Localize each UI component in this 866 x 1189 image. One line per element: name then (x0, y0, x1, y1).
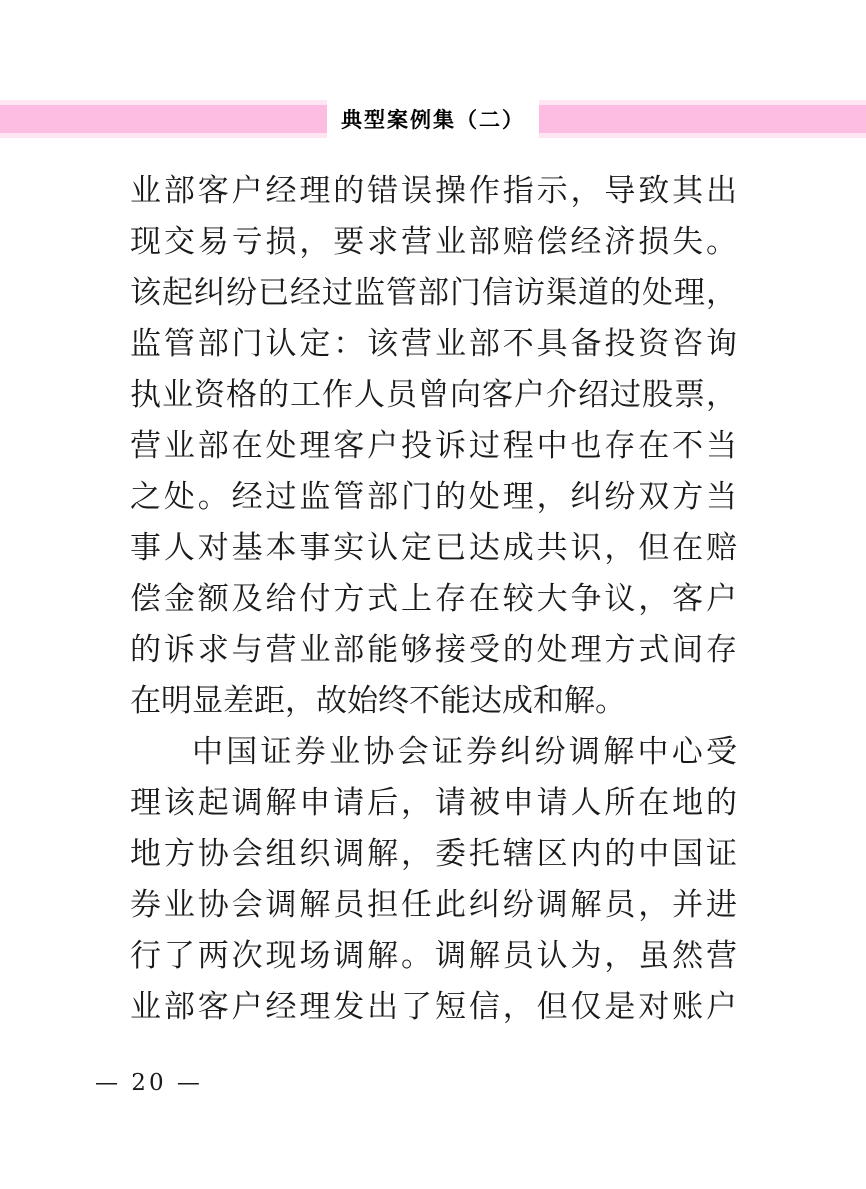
body-line: 中国证券业协会证券纠纷调解中心受 (192, 734, 737, 770)
header-bar-left (0, 100, 327, 138)
body-line: 事人对基本事实认定已达成共识，但在赔 (130, 530, 737, 566)
body-line: 券业协会调解员担任此纠纷调解员，并进 (130, 887, 737, 923)
body-line: 业部客户经理的错误操作指示，导致其出 (130, 173, 737, 209)
body-line: 业部客户经理发出了短信，但仅是对账户 (130, 989, 737, 1025)
body-line: 的诉求与营业部能够接受的处理方式间存 (130, 632, 737, 668)
body-line: 监管部门认定：该营业部不具备投资咨询 (130, 326, 737, 362)
page-header (0, 100, 866, 138)
body-line: 营业部在处理客户投诉过程中也存在不当 (130, 428, 737, 464)
page-number: — 20 — (95, 1070, 203, 1096)
header-bar-right (539, 100, 866, 138)
body-line: 地方协会组织调解，委托辖区内的中国证 (130, 836, 737, 872)
header-bar-left-fill (0, 105, 327, 133)
body-line: 在明显差距，故始终不能达成和解。 (130, 683, 626, 719)
body-line: 现交易亏损，要求营业部赔偿经济损失。 (130, 224, 737, 260)
body-text (130, 166, 737, 1033)
body-line: 行了两次现场调解。调解员认为，虽然营 (130, 938, 737, 974)
body-line: 该起纠纷已经过监管部门信访渠道的处理， (130, 275, 737, 311)
body-line: 执业资格的工作人员曾向客户介绍过股票， (130, 377, 737, 413)
body-line: 之处。经过监管部门的处理，纠纷双方当 (130, 479, 737, 515)
header-bar-right-fill (539, 105, 866, 133)
page-header-title: 典型案例集（二） (341, 108, 525, 132)
body-line: 偿金额及给付方式上存在较大争议，客户 (130, 581, 737, 617)
body-line: 理该起调解申请后，请被申请人所在地的 (130, 785, 737, 821)
